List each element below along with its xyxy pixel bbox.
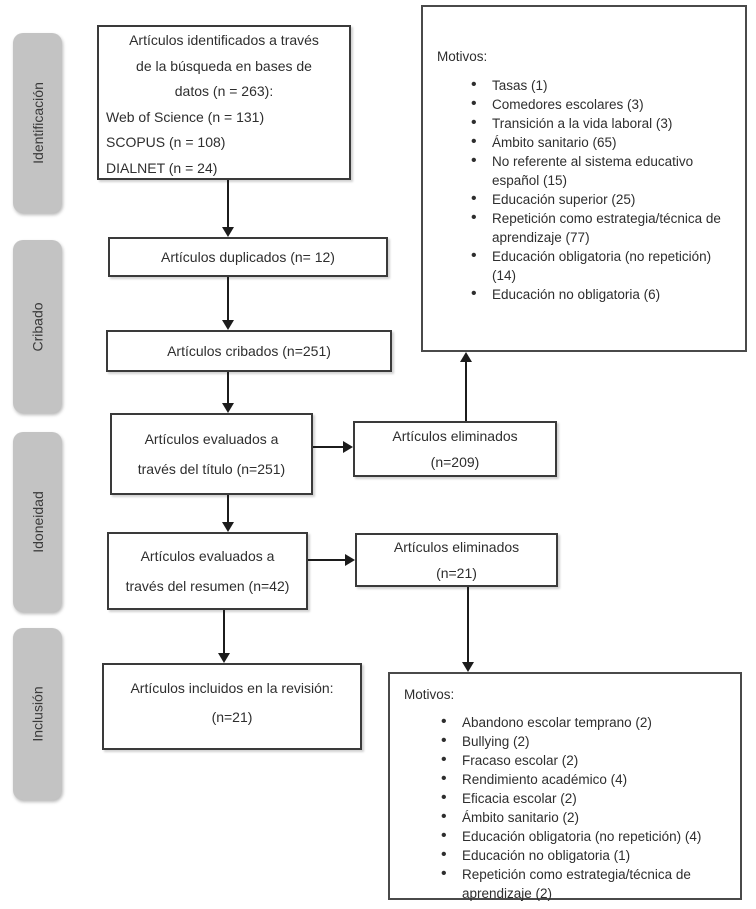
motives-bottom-item: • Eficacia escolar (2)	[462, 789, 728, 808]
box-articles-identified	[97, 25, 351, 180]
stage-idoneidad-label: Idoneidad	[29, 491, 46, 553]
motives-bottom-item: • Ámbito sanitario (2)	[462, 808, 728, 827]
included-line-1: Artículos incluidos en la revisión:	[130, 680, 334, 696]
motives-top-item: • Repetición como estrategia/técnica de aprendizaje (77)	[492, 209, 730, 247]
evaluated-title-line-2: través del título (n=251)	[137, 461, 286, 477]
motives-bottom-item: • Rendimiento académico (4)	[462, 770, 728, 789]
eliminated-title-line-1: Artículos eliminados	[392, 428, 518, 444]
included-line-2: (n=21)	[211, 709, 253, 725]
motives-bottom-list	[462, 713, 728, 903]
box-motives-top	[421, 5, 747, 352]
motives-top-item: • Educación superior (25)	[492, 190, 730, 209]
arrow-duplicates-to-screened-head	[222, 320, 234, 330]
arrow-screened-to-title-eval-head	[222, 403, 234, 413]
box-evaluated-abstract	[107, 532, 308, 610]
evaluated-abstract-line-2: través del resumen (n=42)	[125, 578, 290, 594]
box-evaluated-title	[110, 413, 313, 495]
motives-bottom-item: • Bullying (2)	[462, 732, 728, 751]
stage-idoneidad	[13, 432, 62, 612]
arrow-abstract-eval-to-included-head	[218, 653, 230, 663]
arrow-duplicates-to-screened-line	[227, 277, 229, 321]
eliminated-abstract-line-1: Artículos eliminados	[393, 539, 520, 555]
motives-top-item: • Tasas (1)	[492, 76, 730, 95]
motives-top-title: Motivos:	[437, 49, 488, 64]
motives-bottom-item: • Fracaso escolar (2)	[462, 751, 728, 770]
arrow-title-eval-to-abstract-eval-head	[222, 522, 234, 532]
motives-top-list	[492, 76, 730, 304]
identified-source-scopus: SCOPUS (n = 108)	[106, 134, 226, 150]
arrow-eliminated-to-motives-bottom-line	[467, 587, 469, 663]
box-articles-screened	[106, 330, 392, 372]
arrow-title-eval-to-eliminated-line	[313, 446, 344, 448]
duplicates-label: Artículos duplicados (n= 12)	[161, 249, 335, 265]
motives-bottom-item: • Educación no obligatoria (1)	[462, 846, 728, 865]
box-eliminated-abstract	[355, 533, 558, 587]
box-motives-bottom	[388, 672, 742, 900]
screened-label: Artículos cribados (n=251)	[167, 343, 331, 359]
arrow-identified-to-duplicates-head	[222, 227, 234, 237]
eliminated-title-line-2: (n=209)	[430, 454, 480, 470]
evaluated-title-line-1: Artículos evaluados a	[144, 431, 279, 447]
eliminated-abstract-line-2: (n=21)	[436, 565, 477, 581]
motives-top-item: • Comedores escolares (3)	[492, 95, 730, 114]
arrow-abstract-eval-to-eliminated-line	[308, 559, 345, 561]
motives-top-item: • Educación no obligatoria (6)	[492, 285, 730, 304]
motives-bottom-title: Motivos:	[404, 687, 455, 702]
stage-identificacion-label: Identificación	[29, 82, 46, 164]
motives-top-item: • No referente al sistema educativo español (15)	[492, 152, 730, 190]
stage-inclusion-label: Inclusión	[29, 686, 46, 742]
motives-top-item: • Ámbito sanitario (65)	[492, 133, 730, 152]
stage-cribado-label: Cribado	[29, 301, 46, 352]
arrow-abstract-eval-to-eliminated-head	[345, 554, 355, 566]
arrow-abstract-eval-to-included-line	[223, 610, 225, 654]
evaluated-abstract-line-1: Artículos evaluados a	[140, 548, 275, 564]
box-articles-included	[102, 663, 362, 750]
identified-line-1: Artículos identificados a través	[129, 32, 319, 48]
motives-bottom-item: • Educación obligatoria (no repetición) (4)	[462, 827, 728, 846]
arrow-identified-to-duplicates-line	[227, 180, 229, 228]
arrow-eliminated-to-motives-top-head	[460, 352, 472, 362]
identified-source-dialnet: DIALNET (n = 24)	[106, 159, 218, 176]
arrow-eliminated-to-motives-bottom-head	[462, 662, 474, 672]
identified-line-3: datos (n = 263):	[174, 83, 274, 99]
stage-inclusion	[13, 628, 62, 800]
arrow-title-eval-to-abstract-eval-line	[227, 495, 229, 523]
stage-cribado	[13, 240, 62, 413]
identified-source-wos: Web of Science (n = 131)	[106, 108, 265, 125]
arrow-screened-to-title-eval-line	[227, 372, 229, 404]
box-articles-duplicated	[108, 237, 388, 277]
motives-bottom-item: • Repetición como estrategia/técnica de aprendizaje (2)	[462, 865, 728, 903]
identified-line-2: de la búsqueda en bases de	[136, 57, 312, 74]
arrow-title-eval-to-eliminated-head	[343, 441, 353, 453]
motives-top-item: • Transición a la vida laboral (3)	[492, 114, 730, 133]
motives-top-item: • Educación obligatoria (no repetición) (14)	[492, 247, 730, 285]
motives-bottom-item: • Abandono escolar temprano (2)	[462, 713, 728, 732]
box-eliminated-title	[353, 421, 557, 477]
stage-identificacion	[13, 33, 62, 213]
arrow-eliminated-to-motives-top-line	[465, 361, 467, 421]
